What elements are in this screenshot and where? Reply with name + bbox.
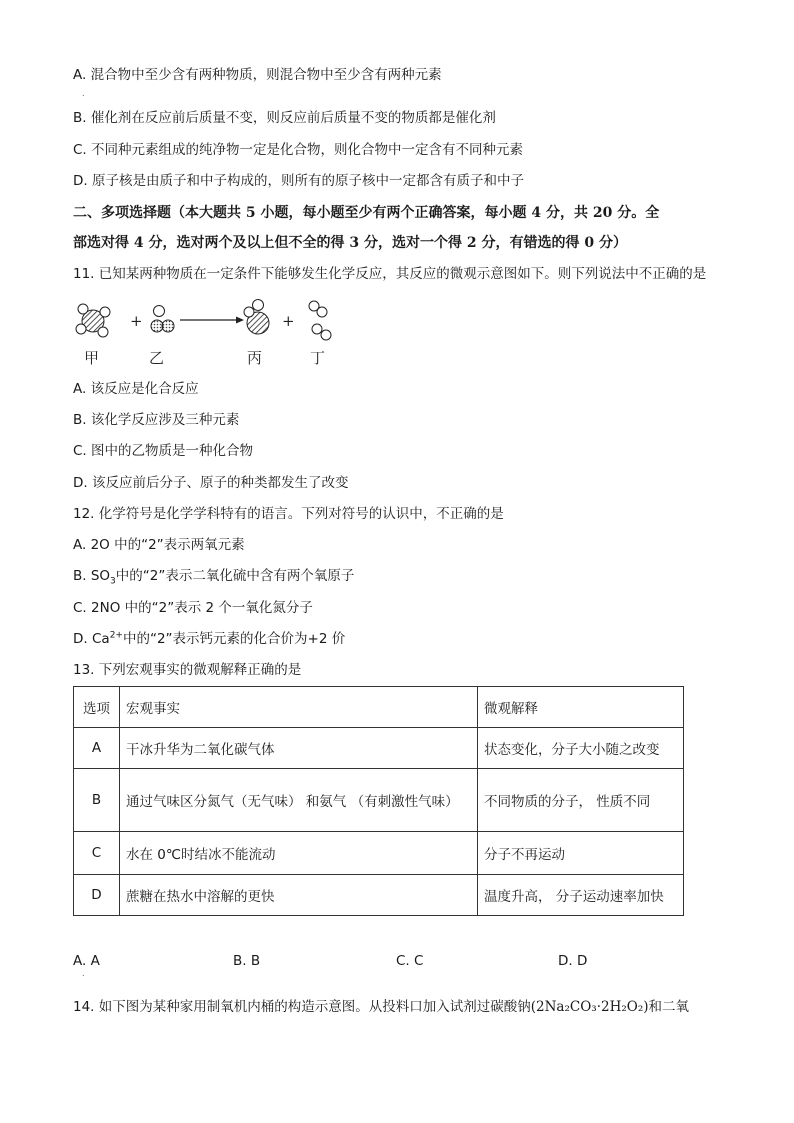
q13-table (73, 686, 684, 916)
label-bing: 丙 (247, 349, 263, 367)
q12-option-b: B. $SO_3$中的“2”表示二氧化硫中含有两个氧原子 (73, 568, 355, 587)
section-heading-line2: 部选对得 4 分，选对两个及以上但不全的得 3 分，选对一个得 2 分，有错选的得 0 分） (73, 235, 627, 251)
dot-mark: . (82, 89, 85, 98)
table-cell: 温度升高， 分子运动速率加快 (478, 875, 684, 916)
q13-option-a: A. A (73, 953, 100, 969)
table-cell: 蔗糖在热水中溶解的更快 (120, 875, 478, 916)
q12-option-d: D. $Ca^{2+}$中的“2”表示钙元素的化合价为+2 价 (73, 630, 346, 647)
q11-option-a: A. 该反应是化合反应 (73, 381, 199, 397)
table-cell: B (74, 769, 120, 832)
label-yi: 乙 (149, 349, 165, 367)
q13-option-c: C. C (396, 953, 424, 969)
table-cell: 干冰升华为二氧化碳气体 (120, 728, 478, 769)
q11-option-c: C. 图中的乙物质是一种化合物 (73, 443, 254, 459)
q14-stem: 14. 如下图为某种家用制氧机内桶的构造示意图。从投料口加入试剂过碳酸钠(2Na₂CO₃·2H₂O₂)和二氧 (73, 999, 690, 1015)
q11-option-b: B. 该化学反应涉及三种元素 (73, 412, 240, 428)
q10-option-c: C. 不同种元素组成的纯净物一定是化合物，则化合物中一定含有不同种元素 (73, 142, 524, 158)
q10-option-d: D. 原子核是由质子和中子构成的，则所有的原子核中一定都含有质子和中子 (73, 173, 524, 189)
header-cell: 微观解释 (478, 687, 684, 728)
q11-option-d: D. 该反应前后分子、原子的种类都发生了改变 (73, 475, 349, 491)
molecule-yi (151, 306, 174, 333)
q12-stem: 12. 化学符号是化学学科特有的语言。下列对符号的认识中，不正确的是 (73, 506, 504, 522)
label-jia: 甲 (84, 349, 100, 367)
table-cell: A (74, 728, 120, 769)
table-header-row (74, 687, 684, 728)
table-cell: 分子不再运动 (478, 832, 684, 875)
molecule-ding (309, 301, 331, 340)
label-ding: 丁 (310, 349, 326, 367)
table-cell: 水在 0℃时结冰不能流动 (120, 832, 478, 875)
q12-option-c: C. 2NO 中的“2”表示 2 个一氧化氮分子 (73, 600, 313, 616)
header-cell: 宏观事实 (120, 687, 478, 728)
table-row (74, 832, 684, 875)
reaction-diagram (72, 296, 372, 368)
table-row (74, 769, 684, 832)
plus-sign-1: + (130, 312, 143, 330)
q10-option-a: A. 混合物中至少含有两种物质，则混合物中至少含有两种元素 (73, 67, 442, 83)
table-row (74, 875, 684, 916)
table-cell: D (74, 875, 120, 916)
table-cell: 通过气味区分氮气（无气味） 和氨气 （有刺激性气味） (120, 769, 478, 832)
section-heading-line1: 二、多项选择题（本大题共 5 小题，每小题至少有两个正确答案，每小题 4 分，共 20 分。全 (73, 205, 660, 221)
dot-mark: . (82, 969, 85, 978)
table-cell: 不同物质的分子， 性质不同 (478, 769, 684, 832)
table-row (74, 728, 684, 769)
q13-stem: 13. 下列宏观事实的微观解释正确的是 (73, 662, 302, 678)
q11-stem: 11. 已知某两种物质在一定条件下能够发生化学反应，其反应的微观示意图如下。则下列说法中不正确的是 (73, 266, 707, 282)
molecule-jia (76, 304, 110, 337)
molecule-bing (244, 300, 269, 335)
table-cell: C (74, 832, 120, 875)
q12-option-a: A. 2O 中的“2”表示两氧元素 (73, 537, 245, 553)
q13-option-d: D. D (558, 953, 588, 969)
q10-option-b: B. 催化剂在反应前后质量不变，则反应前后质量不变的物质都是催化剂 (73, 110, 496, 126)
q13-option-b: B. B (233, 953, 261, 969)
header-cell: 选项 (74, 687, 120, 728)
plus-sign-2: + (282, 312, 295, 330)
table-cell: 状态变化，分子大小随之改变 (478, 728, 684, 769)
